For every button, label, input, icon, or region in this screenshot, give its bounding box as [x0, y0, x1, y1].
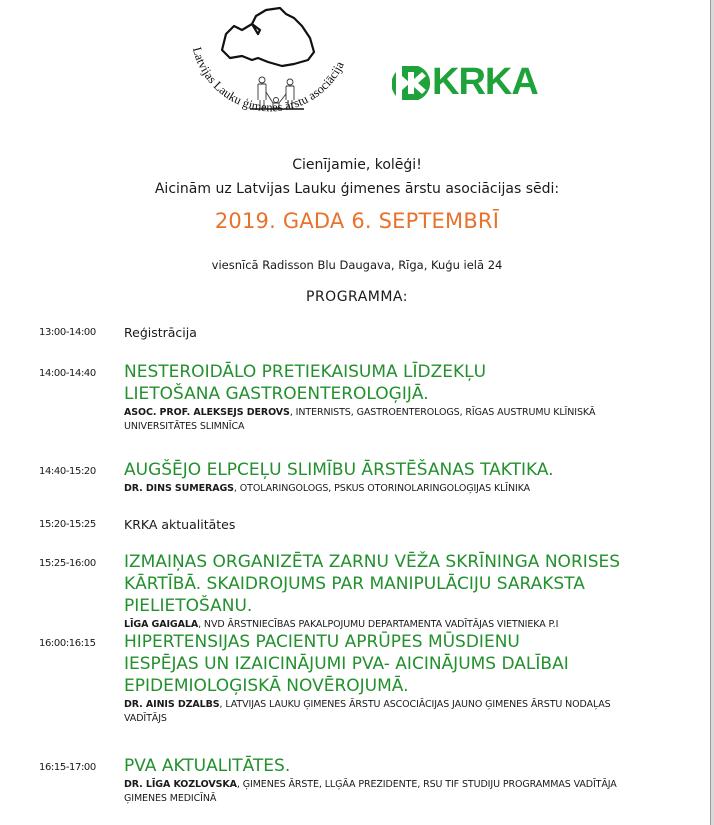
invitation-text: Aicinām uz Latvijas Lauku ģimenes ārstu asociācijas sēdi: — [154, 181, 560, 197]
page-border — [710, 0, 714, 825]
speaker-role: , LATVIJAS LAUKU ĢIMENES ĀRSTU ASCOCIĀCIJAS JAUNO ĢIMENES ĀRSTU NODAĻAS VADĪTĀJS — [124, 699, 611, 724]
speaker-role: , OTOLARINGOLOGS, PSKUS OTORINOLARINGOLOĢIJAS KLĪNIKA — [233, 483, 531, 494]
program-time: 13:00-14:00 — [39, 327, 96, 338]
program-speaker — [124, 482, 684, 496]
event-date: 2019. GADA 6. SEPTEMBRĪ — [214, 209, 500, 233]
program-speaker — [124, 406, 644, 434]
venue: viesnīcā Radisson Blu Daugava, Rīga, Kuģu ielā 24 — [211, 258, 503, 272]
program-title: PVA AKTUALITĀTES. — [124, 756, 291, 776]
association-logo-text: Latvijas Lauku ģimenes ārstu asociācija — [189, 45, 347, 115]
speaker-role: , ĢIMENES ĀRSTE, LLĢĀA PREZIDENTE, RSU TIF STUDIJU PROGRAMMAS VADĪTĀJA ĢIMENES MEDICĪNĀ — [124, 779, 617, 804]
program-time: 16:00:16:15 — [39, 638, 96, 649]
program-speaker — [124, 698, 624, 726]
speaker-name: ASOC. PROF. ALEKSEJS DEROVS — [124, 407, 290, 418]
program-time: 15:25-16:00 — [39, 558, 96, 569]
greeting: Cienījamie, kolēģi! — [292, 157, 422, 173]
speaker-name: DR. AINIS DZALBS — [124, 699, 220, 710]
program-speaker — [124, 618, 644, 632]
program-title: AUGŠĒJO ELPCEĻU SLIMĪBU ĀRSTĒŠANAS TAKTIKA. — [124, 460, 554, 480]
speaker-role: , INTERNISTS, GASTROENTEROLOGS, RĪGAS AUSTRUMU KLĪNISKĀ UNIVERSITĀTES SLIMNĪCA — [124, 407, 596, 432]
speaker-name: LĪGA GAIGALA — [124, 619, 199, 630]
speaker-name: DR. DINS SUMERAGS — [124, 483, 234, 494]
program-title: HIPERTENSIJAS PACIENTU APRŪPES MŪSDIENU IESPĒJAS UN IZAICINĀJUMI PVA- AICINĀJUMS DALĪBAI EPIDEMIOLOĢISKĀ NOVĒROJUMĀ. — [124, 632, 569, 696]
speaker-role: , NVD ĀRSTNIECĪBAS PAKALPOJUMU DEPARTAMENTA VADĪTĀJAS VIETNIEKA P.I — [198, 619, 559, 630]
krka-emblem-icon — [392, 60, 432, 106]
program-time: 16:15-17:00 — [39, 762, 96, 773]
speaker-name: DR. LĪGA KOZLOVSKA — [124, 779, 237, 790]
program-speaker — [124, 778, 654, 806]
program-time: 14:40-15:20 — [39, 466, 96, 477]
krka-wordmark: KRKA — [432, 61, 538, 103]
program-title: IZMAIŅAS ORGANIZĒTA ZARNU VĒŽA SKRĪNINGA NORISES KĀRTĪBĀ. SKAIDROJUMS PAR MANIPULĀCIJU SARAKSTA PIELIETOŠANU. — [124, 552, 621, 616]
association-logo — [182, 4, 358, 132]
programma-heading: PROGRAMMA: — [306, 289, 408, 305]
program-title: NESTEROIDĀLO PRETIEKAISUMA LĪDZEKĻU LIETOŠANA GASTROENTEROLOĢIJĀ. — [124, 362, 487, 404]
program-title: KRKA aktualitātes — [124, 517, 236, 532]
krka-logo — [392, 60, 552, 106]
program-time: 14:00-14:40 — [39, 368, 96, 379]
latvia-map-outline — [222, 8, 314, 66]
program-time: 15:20-15:25 — [39, 519, 96, 530]
program-title: Reģistrācija — [124, 325, 197, 340]
